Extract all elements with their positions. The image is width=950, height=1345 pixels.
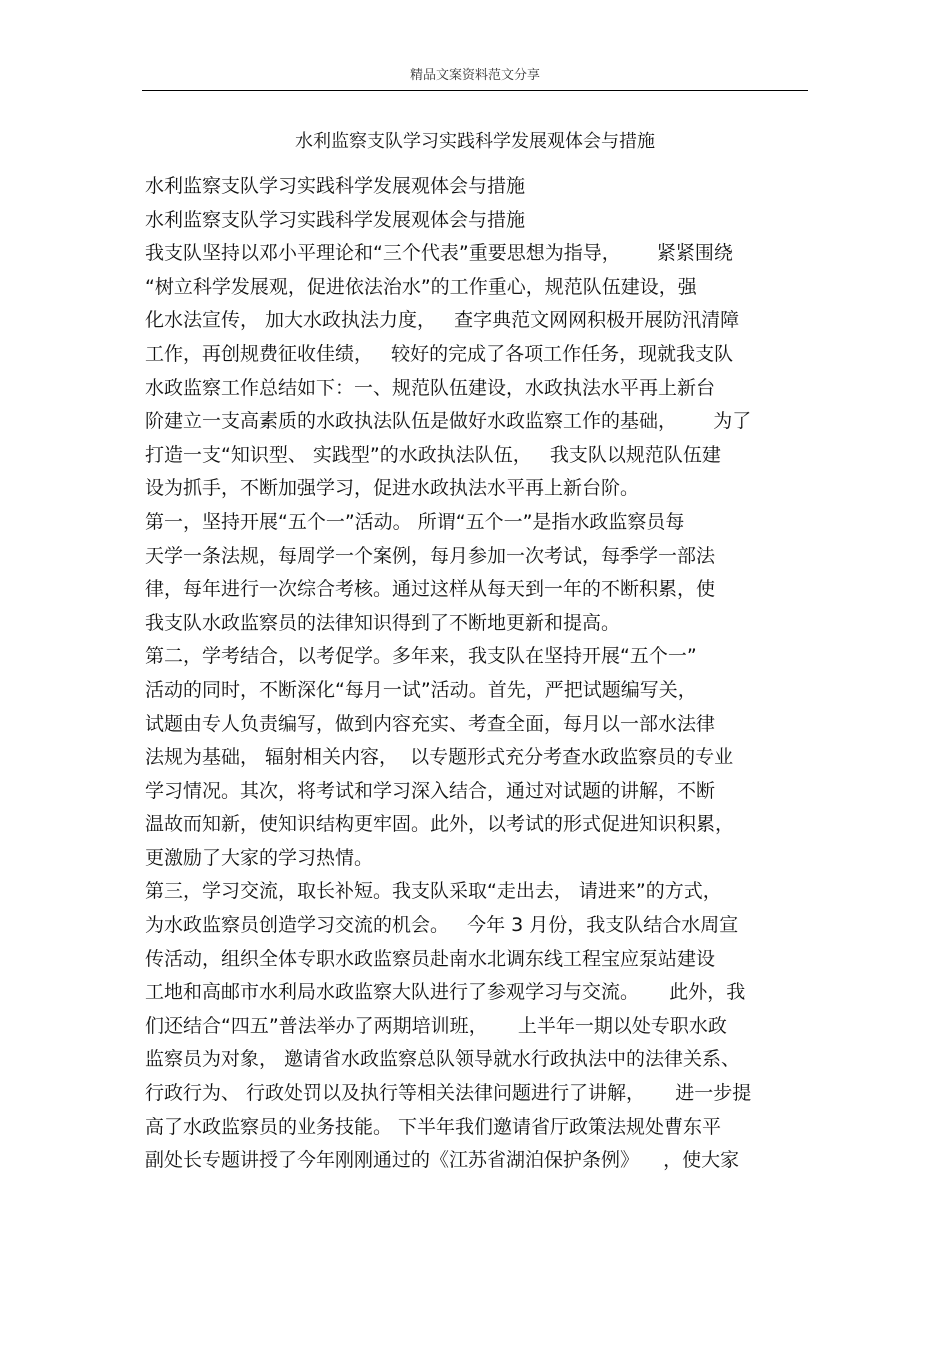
body-line: 阶建立一支高素质的水政执法队伍是做好水政监察工作的基础， 为了 (145, 410, 752, 433)
document-title: 水利监察支队学习实践科学发展观体会与措施 (295, 131, 655, 152)
body-line: 化水法宣传， 加大水政执法力度， 查字典范文网网积极开展防汛清障 (145, 309, 740, 332)
body-line: 第二，学考结合，以考促学。多年来，我支队在坚持开展“五个一” (145, 645, 697, 668)
header-divider (142, 90, 808, 91)
body-line: 学习情况。其次，将考试和学习深入结合，通过对试题的讲解，不断 (145, 779, 716, 802)
body-line: 们还结合“四五”普法举办了两期培训班， 上半年一期以处专职水政 (145, 1014, 727, 1037)
body-line: 行政行为、 行政处罚以及执行等相关法律问题进行了讲解， 进一步提 (145, 1082, 752, 1105)
body-line: 法规为基础， 辐射相关内容， 以专题形式充分考查水政监察员的专业 (145, 746, 734, 769)
body-line: 监察员为对象， 邀请省水政监察总队领导就水行政执法中的法律关系、 (145, 1048, 741, 1071)
body-line: “树立科学发展观，促进依法治水”的工作重心，规范队伍建设，强 (145, 275, 697, 298)
body-line: 水利监察支队学习实践科学发展观体会与措施 (145, 175, 526, 197)
body-line: 更激励了大家的学习热情。 (145, 846, 374, 869)
body-line: 水利监察支队学习实践科学发展观体会与措施 (145, 208, 526, 231)
body-line: 温故而知新，使知识结构更牢固。此外，以考试的形式促进知识积累， (145, 813, 735, 836)
body-line: 天学一条法规，每周学一个案例，每月参加一次考试，每季学一部法 (145, 544, 716, 567)
body-line: 打造一支“知识型、 实践型”的水政执法队伍， 我支队以规范队伍建 (145, 443, 721, 466)
document-body (145, 170, 810, 1178)
body-line: 试题由专人负责编写，做到内容充实、考查全面，每月以一部水法律 (145, 712, 716, 735)
body-line: 律，每年进行一次综合考核。通过这样从每天到一年的不断积累，使 (145, 578, 716, 601)
body-line: 我支队水政监察员的法律知识得到了不断地更新和提高。 (145, 611, 621, 634)
body-line: 传活动，组织全体专职水政监察员赴南水北调东线工程宝应泵站建设 (145, 947, 716, 970)
body-line: 我支队坚持以邓小平理论和“三个代表”重要思想为指导， 紧紧围绕 (145, 242, 733, 265)
body-line: 工作，再创规费征收佳绩， 较好的完成了各项工作任务，现就我支队 (145, 342, 734, 365)
body-line: 水政监察工作总结如下：一、规范队伍建设，水政执法水平再上新台 (145, 376, 716, 399)
body-line: 第三，学习交流，取长补短。我支队采取“走出去， 请进来”的方式， (145, 880, 722, 903)
body-line: 副处长专题讲授了今年刚刚通过的《江苏省湖泊保护条例》 ，使大家 (145, 1149, 740, 1172)
body-line: 活动的同时，不断深化“每月一试”活动。首先，严把试题编写关， (145, 678, 697, 701)
body-line: 设为抓手，不断加强学习，促进水政执法水平再上新台阶。 (145, 477, 640, 500)
body-line: 为水政监察员创造学习交流的机会。 今年 3 月份，我支队结合水周宣 (145, 914, 739, 937)
body-line: 高了水政监察员的业务技能。 下半年我们邀请省厅政策法规处曹东平 (145, 1115, 722, 1138)
body-line: 工地和高邮市水利局水政监察大队进行了参观学习与交流。 此外，我 (145, 981, 746, 1004)
page-header: 精品文案资料范文分享 (409, 68, 540, 83)
body-line: 第一，坚持开展“五个一”活动。 所谓“五个一”是指水政监察员每 (145, 510, 685, 533)
